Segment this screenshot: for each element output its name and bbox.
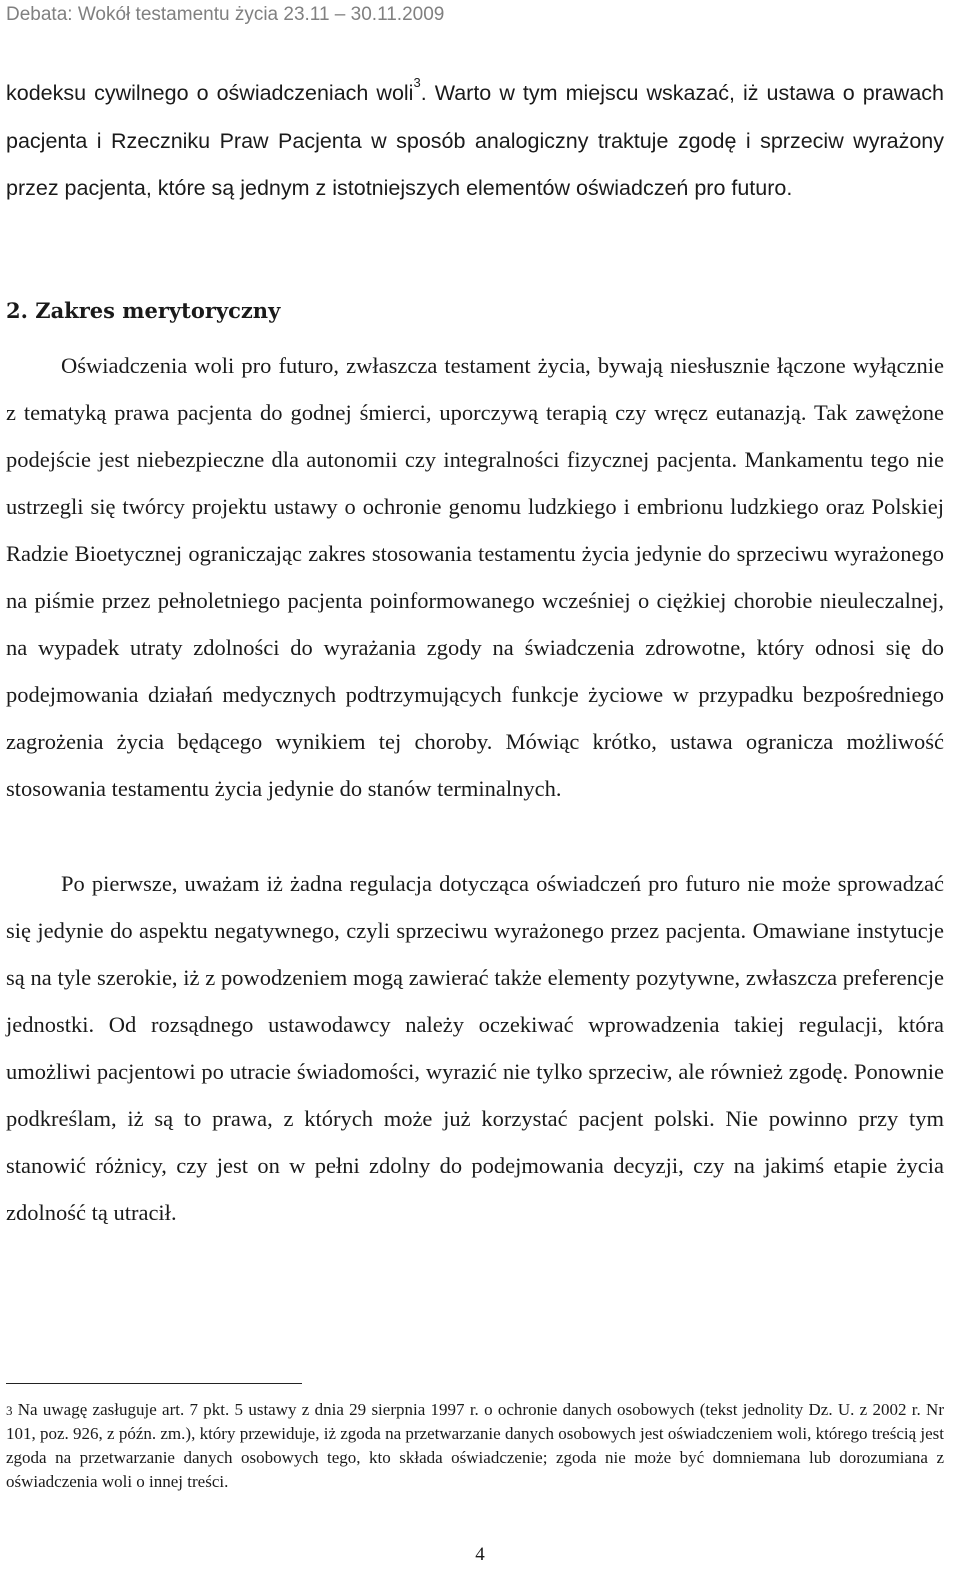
page-number: 4: [475, 1544, 485, 1565]
footnote-text: Na uwagę zasługuje art. 7 pkt. 5 ustawy z dnia 29 sierpnia 1997 r. o ochronie danych osobowych (tekst jednolity Dz. U. z 2002 r. Nr 101, poz. 926, z późn. zm.), który przewiduje, iż zgoda na przetwarzanie danych osobowych jest oświadczeniem woli, którego treścią jest zgoda na przetwarzanie danych osobowych tego, kto składa oświadczenie; zgoda nie może być domniemana lub dorozumiana z oświadczenia woli o innej treści.: [6, 1400, 944, 1491]
footnote-reference[interactable]: 3: [413, 75, 421, 90]
body-paragraph-2: Po pierwsze, uważam iż żadna regulacja dotycząca oświadczeń pro futuro nie może sprowadzać się jedynie do aspektu negatywnego, czyli sprzeciwu wyrażonego przez pacjenta. Omawiane instytucje są na tyle szerokie, iż z powodzeniem mogą zawierać także elementy pozytywne, zwłaszcza preferencje jednostki. Od rozsądnego ustawodawcy należy oczekiwać wprowadzenia takiej regulacji, która umożliwi pacjentowi po utracie świadomości, wyrazić nie tylko sprzeciw, ale również zgodę. Ponownie podkreślam, iż są to prawa, z których może już korzystać pacjent polski. Nie powinno przy tym stanowić różnicy, czy jest on w pełni zdolny do podejmowania decyzji, czy na jakimś etapie życia zdolność tą utracił.: [6, 871, 944, 1225]
intro-text-start: kodeksu cywilnego o oświadczeniach woli: [6, 81, 414, 105]
footnote-divider: [6, 1383, 302, 1384]
running-header: Debata: Wokół testamentu życia 23.11 – 30.11.2009: [6, 4, 445, 25]
body-paragraph-1: Oświadczenia woli pro futuro, zwłaszcza testament życia, bywają niesłusznie łączone wyłącznie z tematyką prawa pacjenta do godnej śmierci, uporczywą terapią czy wręcz eutanazją. Tak zawężone podejście jest niebezpieczne dla autonomii czy integralności fizycznej pacjenta. Mankamentu tego nie ustrzegli się twórcy projektu ustawy o ochronie genomu ludzkiego i embrionu ludzkiego oraz Polskiej Radzie Bioetycznej ograniczając zakres stosowania testamentu życia jedynie do sprzeciwu wyrażonego na piśmie przez pełnoletniego pacjenta poinformowanego wcześniej o ciężkiej chorobie nieuleczalnej, na wypadek utraty zdolności do wyrażania zgody na świadczenia zdrowotne, który odnosi się do podejmowania działań medycznych podtrzymujących funkcje życiowe w przypadku bezpośredniego zagrożenia życia będącego wynikiem tej choroby. Mówiąc krótko, ustawa ogranicza możliwość stosowania testamentu życia jedynie do stanów terminalnych.: [6, 353, 944, 801]
footnote: [6, 1398, 944, 1494]
section-heading: 2. Zakres merytoryczny: [6, 298, 281, 323]
intro-paragraph: [6, 70, 944, 213]
footnote-mark: 3: [6, 1403, 13, 1418]
intro-text-end: . Warto w tym miejscu wskazać, iż ustawa o prawach pacjenta i Rzeczniku Praw Pacjenta w sposób analogiczny traktuje zgodę i sprzeciw wyrażony przez pacjenta, które są jednym z istotniejszych elementów oświadczeń pro futuro.: [6, 81, 944, 200]
